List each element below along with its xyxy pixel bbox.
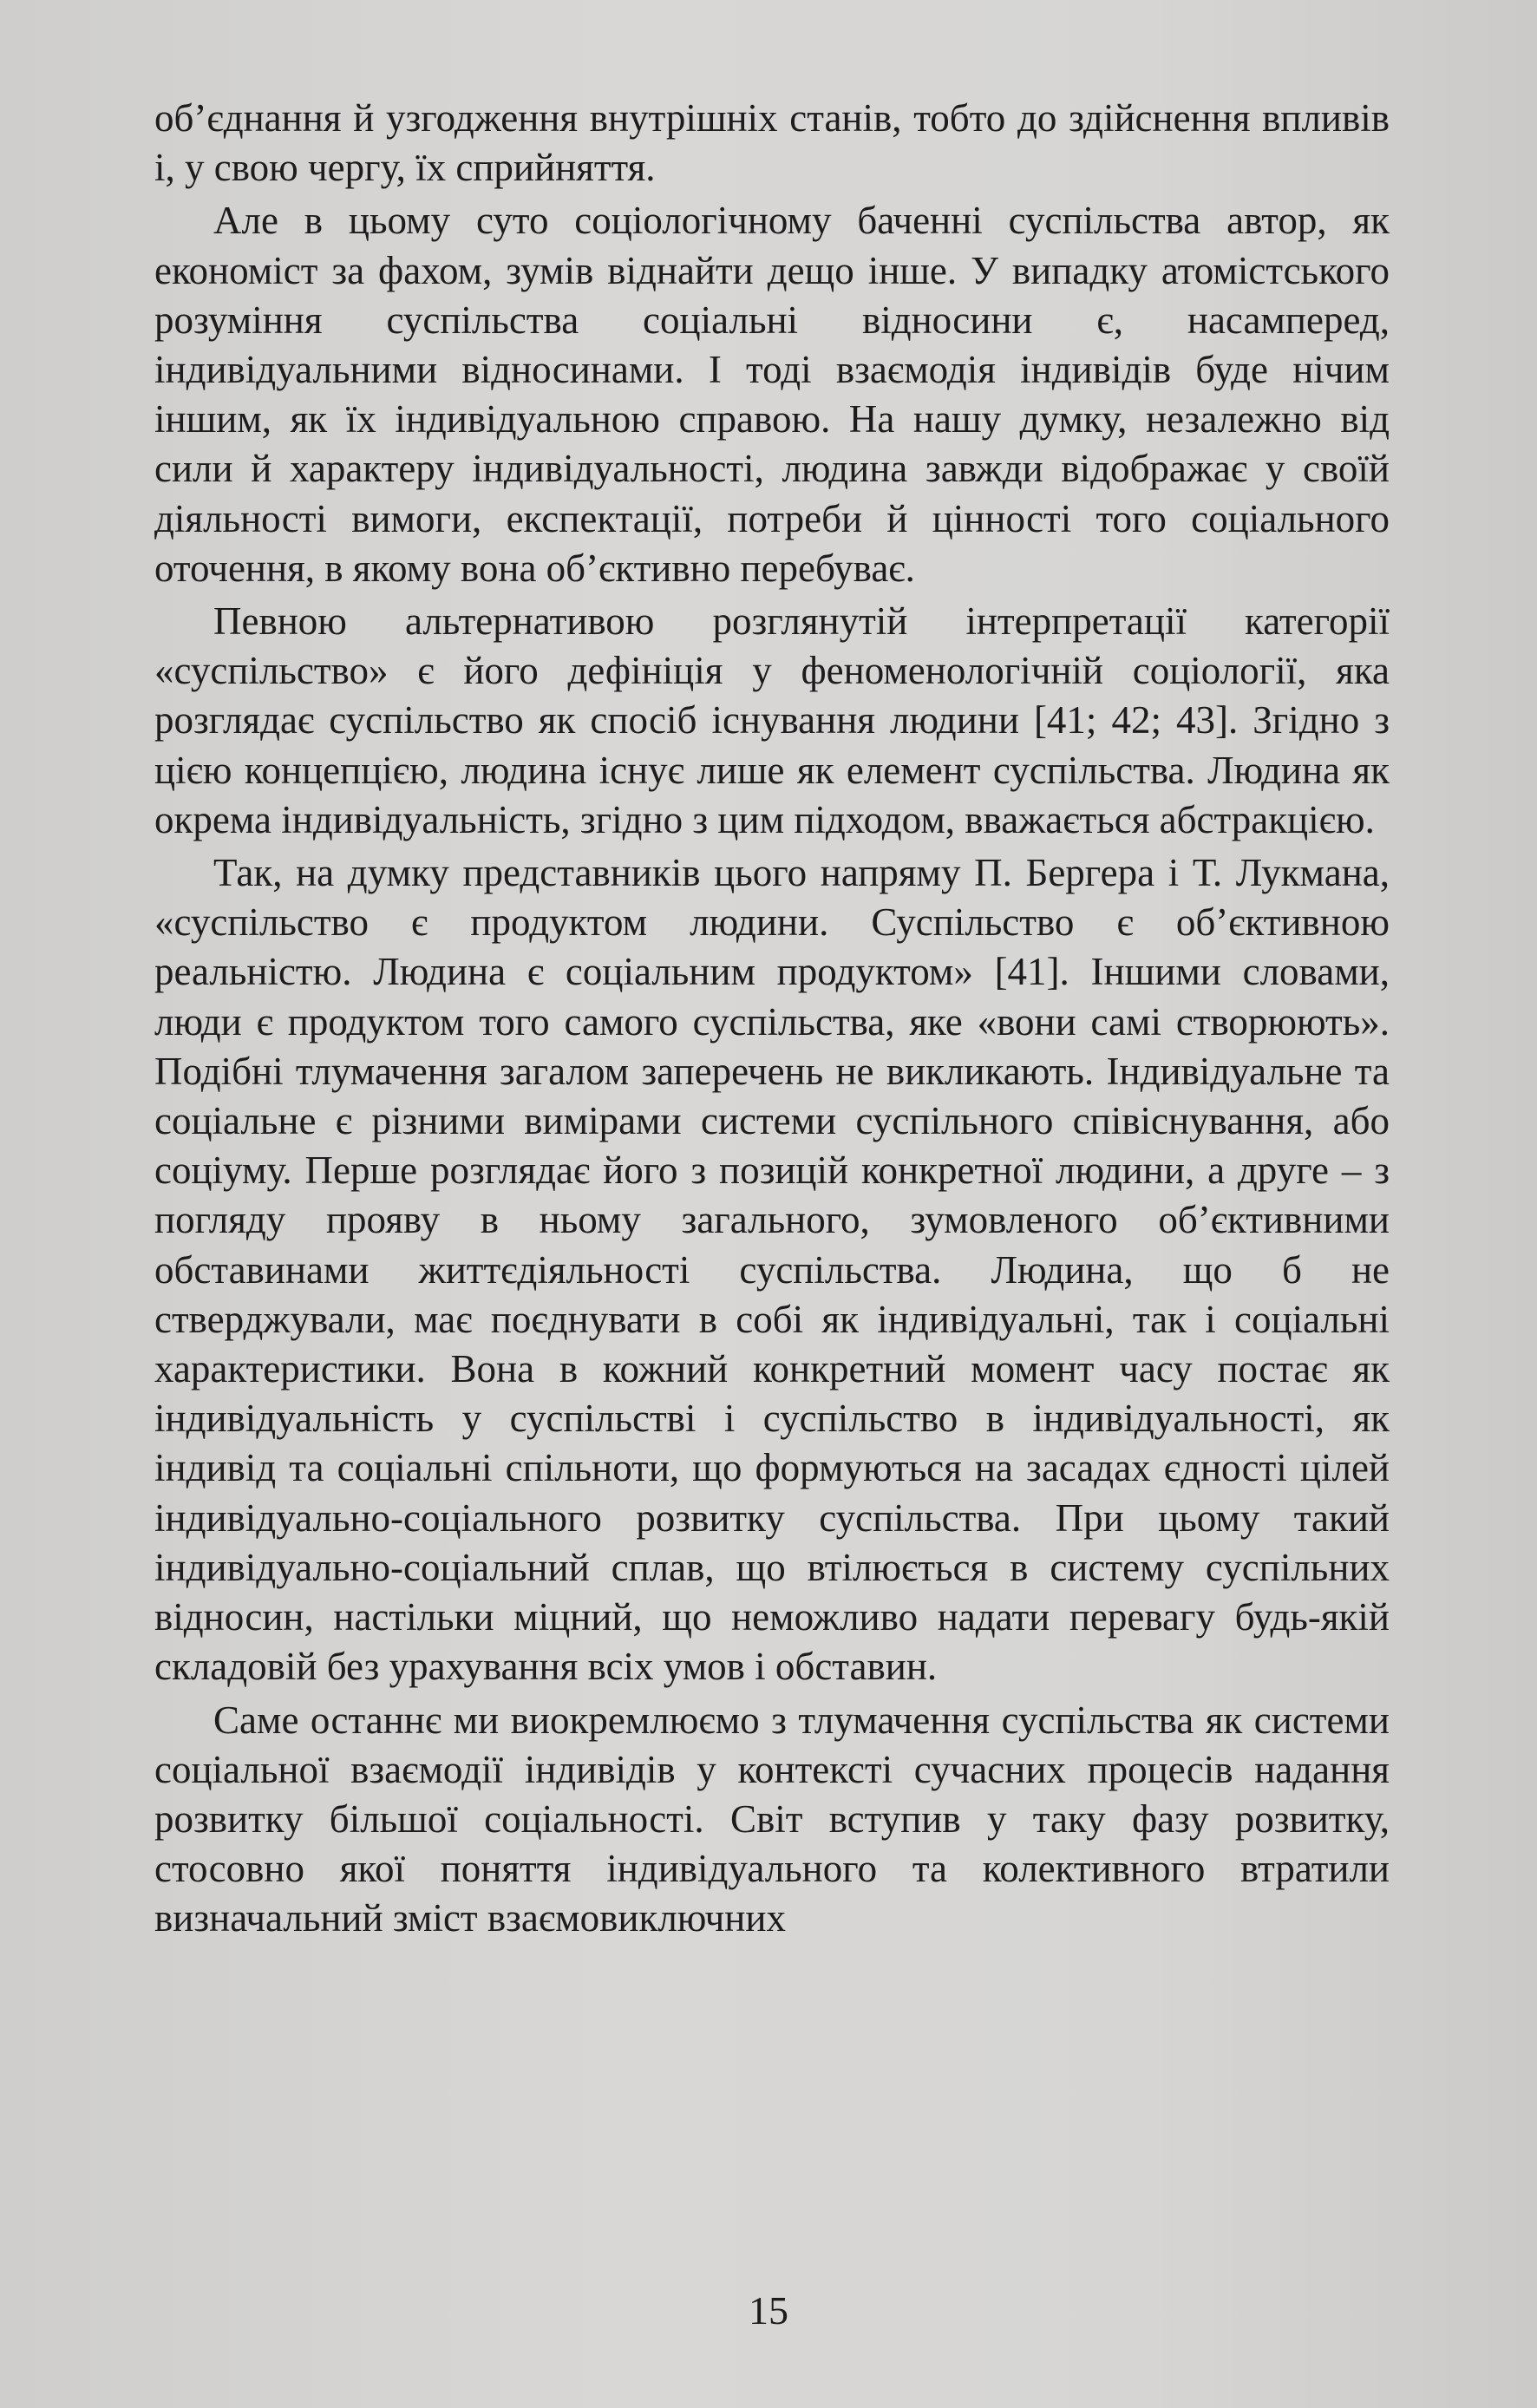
page-number: 15 xyxy=(749,2288,788,2333)
body-text xyxy=(154,94,1390,1947)
paragraph-3: Певною альтернативою розглянутій інтерпретації категорії «суспільство» є його дефініція у феноменологічній соціології, яка розглядає суспільство як спосіб існування людини [41; 42; 43]. Згідно з цією концепцією, людина існує лише як елемент суспільства. Людина як окрема індивідуальність, згідно з цим підходом, вважається абстракцією. xyxy=(154,599,1390,841)
paragraph-2: Але в цьому суто соціологічному баченні суспільства автор, як економіст за фахом, зумів віднайти дещо інше. У випадку атомістського розуміння суспільства соціальні відносини є, насамперед, індивідуальними відносинами. І тоді взаємодія індивідів буде нічим іншим, як їх індивідуальною справою. На нашу думку, незалежно від сили й характеру індивідуальності, людина завжди відображає у своїй діяльності вимоги, експектації, потреби й цінності того соціального оточення, в якому вона об’єктивно перебуває. xyxy=(154,199,1390,590)
paragraph-5: Саме останнє ми виокремлюємо з тлумачення суспільства як системи соціальної взаємодії індивідів у контексті сучасних процесів надання розвитку більшої соціальності. Світ вступив у таку фазу розвитку, стосовно якої поняття індивідуального та колективного втратили визначальний зміст взаємовиключних xyxy=(154,1698,1390,1940)
paragraph-1: об’єднання й узгодження внутрішніх станів, тобто до здійснення впливів і, у свою чергу, їх сприйняття. xyxy=(154,96,1390,190)
paragraph-4: Так, на думку представників цього напряму П. Бергера і Т. Лукмана, «суспільство є продуктом людини. Суспільство є об’єктивною реальністю. Людина є соціальним продуктом» [41]. Іншими словами, люди є продуктом того самого суспільства, яке «вони самі створюють». Подібні тлумачення загалом заперечень не викликають. Індивідуальне та соціальне є різними вимірами системи суспільного співіснування, або соціуму. Перше розглядає його з позицій конкретної людини, а друге – з погляду прояву в ньому загального, зумовленого об’єктивними обставинами життєдіяльності суспільства. Людина, що б не стверджували, має поєднувати в собі як індивідуальні, так і соціальні характеристики. Вона в кожний конкретний момент часу постає як індивідуальність у суспільстві і суспільство в індивідуальності, як індивід та соціальні спільноти, що формуються на засадах єдності цілей індивідуально-соціального розвитку суспільства. При цьому такий індивідуально-соціальний сплав, що втілюється в систему суспільних відносин, настільки міцний, що неможливо надати перевагу будь-якій складовій без урахування всіх умов і обставин. xyxy=(154,851,1390,1689)
